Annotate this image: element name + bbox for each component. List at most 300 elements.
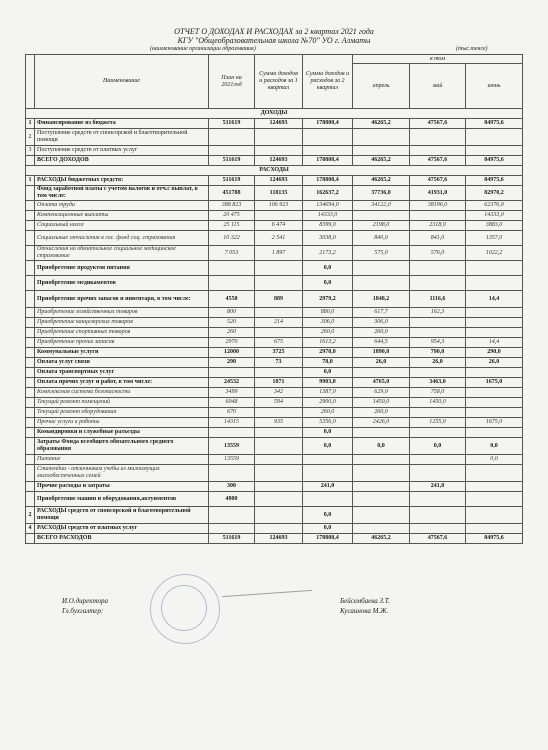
row-number <box>26 338 35 348</box>
row-number <box>26 276 35 291</box>
cell-m1 <box>353 492 410 507</box>
cell-plan: 388 823 <box>209 201 255 211</box>
table-row <box>26 246 523 261</box>
cell-m3: 14,4 <box>466 338 523 348</box>
cell-m3 <box>466 388 523 398</box>
report-title: ОТЧЕТ О ДОХОДАХ И РАСХОДАХ за 2 квартал 2021 года <box>174 27 374 36</box>
row-name: Фонд заработной платы с учетом налогов и отч.с выплат, в том числе: <box>35 186 209 201</box>
row-number <box>26 221 35 231</box>
cell-m3: 84975,6 <box>466 176 523 186</box>
cell-q2: 260,0 <box>303 328 353 338</box>
cell-m2 <box>410 428 466 438</box>
table-row <box>26 211 523 221</box>
cell-m3 <box>466 146 523 156</box>
cell-m3 <box>466 428 523 438</box>
accountant-label: Гл.бухгалтер: <box>62 607 104 615</box>
table-row <box>26 534 523 544</box>
cell-plan: 10 322 <box>209 231 255 246</box>
row-name: Прочие расходы и затраты <box>35 482 209 492</box>
cell-plan <box>209 428 255 438</box>
row-number <box>26 492 35 507</box>
cell-m2 <box>410 455 466 465</box>
row-number <box>26 318 35 328</box>
table-row <box>26 276 523 291</box>
row-name: Компенсационные выплаты <box>35 211 209 221</box>
cell-q1 <box>255 308 303 318</box>
cell-q1 <box>255 428 303 438</box>
cell-q1 <box>255 368 303 378</box>
row-name: Стипендии - отличникам учебы из малоимущих малообеспеченных семей <box>35 465 209 482</box>
row-name: Поступление средств от платных услуг <box>35 146 209 156</box>
cell-q2: 0,0 <box>303 507 353 524</box>
cell-q1 <box>255 261 303 276</box>
units-note: (тыс.тенге) <box>456 46 488 52</box>
row-number <box>26 368 35 378</box>
cell-q1 <box>255 328 303 338</box>
cell-m2 <box>410 524 466 534</box>
cell-q1: 73 <box>255 358 303 368</box>
table-row <box>26 438 523 455</box>
row-name: Коммунальные услуги <box>35 348 209 358</box>
cell-m3: 3883,0 <box>466 221 523 231</box>
cell-q1 <box>255 276 303 291</box>
cell-q2: 178808,4 <box>303 119 353 129</box>
cell-m2: 241,0 <box>410 482 466 492</box>
row-name: Социальные отчисления в гос. фонд соц. страхования <box>35 231 209 246</box>
row-name: Отчисления на обязательное социальное медицинское страхование <box>35 246 209 261</box>
table-row <box>26 524 523 534</box>
row-name: Приобретение хозяйственных товаров <box>35 308 209 318</box>
cell-m3: 0,0 <box>466 455 523 465</box>
row-number <box>26 211 35 221</box>
row-name: Приобретение спортивных товаров <box>35 328 209 338</box>
row-name: ВСЕГО ДОХОДОВ <box>35 156 209 166</box>
cell-m2: 954,3 <box>410 338 466 348</box>
cell-m1 <box>353 428 410 438</box>
cell-m1 <box>353 261 410 276</box>
cell-q2: 0,0 <box>303 524 353 534</box>
cell-q2: 8399,0 <box>303 221 353 231</box>
cell-q1: 118135 <box>255 186 303 201</box>
cell-m1 <box>353 129 410 146</box>
table-row <box>26 348 523 358</box>
cell-q1 <box>255 507 303 524</box>
organization-note: (наименование организации образования) <box>150 46 256 52</box>
cell-plan: 13559 <box>209 438 255 455</box>
cell-m2: 3463,0 <box>410 378 466 388</box>
row-number <box>26 201 35 211</box>
cell-q1: 124693 <box>255 156 303 166</box>
cell-plan <box>209 261 255 276</box>
cell-m3: 26,0 <box>466 358 523 368</box>
cell-m2 <box>410 318 466 328</box>
cell-m1: 37736,0 <box>353 186 410 201</box>
cell-m1: 1890,0 <box>353 348 410 358</box>
cell-q2: 162637,2 <box>303 186 353 201</box>
col-m2-header: май <box>410 64 466 109</box>
cell-plan: 4550 <box>209 291 255 308</box>
cell-plan: 6048 <box>209 398 255 408</box>
cell-m3 <box>466 482 523 492</box>
cell-m1: 644,5 <box>353 338 410 348</box>
col-plan-header: План на 2021год <box>209 55 255 109</box>
cell-m1: 260,0 <box>353 408 410 418</box>
row-name: Финансирование из бюджета <box>35 119 209 129</box>
cell-plan: 670 <box>209 408 255 418</box>
cell-m2 <box>410 276 466 291</box>
cell-q2: 3038,0 <box>303 231 353 246</box>
cell-plan: 451788 <box>209 186 255 201</box>
cell-m2 <box>410 146 466 156</box>
table-row <box>26 358 523 368</box>
cell-q2 <box>303 129 353 146</box>
row-number <box>26 482 35 492</box>
table-row <box>26 482 523 492</box>
table-row <box>26 338 523 348</box>
cell-q2: 0,0 <box>303 428 353 438</box>
cell-q2: 9903,0 <box>303 378 353 388</box>
cell-q1: 342 <box>255 388 303 398</box>
director-label: И.О.директора <box>62 597 108 605</box>
cell-m1 <box>353 482 410 492</box>
cell-m1: 260,0 <box>353 328 410 338</box>
row-number <box>26 438 35 455</box>
cell-m1: 629,0 <box>353 388 410 398</box>
cell-plan: 24532 <box>209 378 255 388</box>
cell-m3 <box>466 524 523 534</box>
table-row <box>26 507 523 524</box>
cell-q2: 0,0 <box>303 368 353 378</box>
row-number: 1 <box>26 119 35 129</box>
row-name: Оплата транспортных услуг <box>35 368 209 378</box>
cell-m2: 162,3 <box>410 308 466 318</box>
row-number <box>26 231 35 246</box>
cell-q1: 106 923 <box>255 201 303 211</box>
row-number <box>26 308 35 318</box>
section-title-expenses: РАСХОДЫ <box>26 166 523 176</box>
table-row <box>26 408 523 418</box>
table-row <box>26 146 523 156</box>
row-number <box>26 156 35 166</box>
cell-q1: 3725 <box>255 348 303 358</box>
cell-q1 <box>255 146 303 156</box>
col-m3-header: июнь <box>466 64 523 109</box>
cell-m1: 4765,0 <box>353 378 410 388</box>
cell-plan: 3499 <box>209 388 255 398</box>
cell-q2: 260,0 <box>303 408 353 418</box>
cell-q2: 178808,4 <box>303 534 353 544</box>
cell-m1: 0,0 <box>353 438 410 455</box>
cell-m3: 84975,6 <box>466 534 523 544</box>
table-row <box>26 129 523 146</box>
row-name: Поступление средств от спонсорской и благотворительной помощи <box>35 129 209 146</box>
cell-plan: 4800 <box>209 492 255 507</box>
cell-m2 <box>410 408 466 418</box>
cell-plan <box>209 507 255 524</box>
row-number <box>26 465 35 482</box>
row-name: Приобретение продуктов питания <box>35 261 209 276</box>
table-row <box>26 318 523 328</box>
row-name: Приобретение машин и оборудования,актуиментов <box>35 492 209 507</box>
cell-plan <box>209 276 255 291</box>
cell-m1: 46265,2 <box>353 119 410 129</box>
cell-m1: 2426,0 <box>353 418 410 428</box>
cell-q2: 14333,0 <box>303 211 353 221</box>
row-number <box>26 388 35 398</box>
table-row <box>26 428 523 438</box>
cell-m1 <box>353 276 410 291</box>
cell-plan <box>209 129 255 146</box>
row-number <box>26 261 35 276</box>
row-name: Оплата услуг связи <box>35 358 209 368</box>
cell-m1 <box>353 465 410 482</box>
row-name: Текущий ремонт оборудования <box>35 408 209 418</box>
cell-m2 <box>410 328 466 338</box>
cell-m2: 47567,6 <box>410 156 466 166</box>
row-number <box>26 408 35 418</box>
cell-q1 <box>255 129 303 146</box>
cell-plan: 511619 <box>209 156 255 166</box>
cell-m1: 46265,2 <box>353 176 410 186</box>
cell-plan: 7 053 <box>209 246 255 261</box>
cell-plan: 290 <box>209 358 255 368</box>
cell-q2: 0,0 <box>303 276 353 291</box>
row-number: 4 <box>26 524 35 534</box>
cell-m3: 290,0 <box>466 348 523 358</box>
cell-m2: 576,0 <box>410 246 466 261</box>
cell-m1: 46265,2 <box>353 156 410 166</box>
cell-q2 <box>303 492 353 507</box>
cell-q2: 306,0 <box>303 318 353 328</box>
table-row <box>26 261 523 276</box>
cell-m3: 1675,0 <box>466 378 523 388</box>
director-name: Бейсембаева З.Т. <box>340 597 390 605</box>
cell-plan <box>209 524 255 534</box>
cell-plan: 800 <box>209 308 255 318</box>
cell-plan: 13559 <box>209 455 255 465</box>
organization-name: КГУ "Общеобразовательная школа №70" УО г. Алматы <box>177 36 371 45</box>
row-number <box>26 348 35 358</box>
cell-m3 <box>466 308 523 318</box>
cell-q1: 675 <box>255 338 303 348</box>
cell-m1: 46265,2 <box>353 534 410 544</box>
table-row <box>26 328 523 338</box>
cell-m2 <box>410 211 466 221</box>
row-number <box>26 428 35 438</box>
col-name-header: Наименование <box>35 55 209 109</box>
cell-m2 <box>410 507 466 524</box>
cell-m3: 14,4 <box>466 291 523 308</box>
cell-q1: 124693 <box>255 176 303 186</box>
cell-m1: 575,0 <box>353 246 410 261</box>
row-number: 2 <box>26 129 35 146</box>
cell-m3: 82970,2 <box>466 186 523 201</box>
cell-plan: 511619 <box>209 534 255 544</box>
cell-q1: 6 474 <box>255 221 303 231</box>
cell-q2: 2900,0 <box>303 398 353 408</box>
cell-m1 <box>353 524 410 534</box>
cell-q1: 124693 <box>255 534 303 544</box>
cell-m2: 26,0 <box>410 358 466 368</box>
cell-plan: 511619 <box>209 119 255 129</box>
cell-plan: 2970 <box>209 338 255 348</box>
cell-q1: 1871 <box>255 378 303 388</box>
cell-q1 <box>255 455 303 465</box>
row-name: Командировки и служебные разъезды <box>35 428 209 438</box>
row-number <box>26 358 35 368</box>
cell-m3 <box>466 318 523 328</box>
row-name: Затраты Фонда всеобщего обязательного среднего образования <box>35 438 209 455</box>
cell-q2: 134694,0 <box>303 201 353 211</box>
cell-plan: 260 <box>209 328 255 338</box>
table-row <box>26 455 523 465</box>
cell-m2: 1255,0 <box>410 418 466 428</box>
cell-m3 <box>466 328 523 338</box>
cell-plan <box>209 146 255 156</box>
cell-q1: 214 <box>255 318 303 328</box>
cell-m3 <box>466 129 523 146</box>
cell-plan: 511619 <box>209 176 255 186</box>
cell-m1: 840,0 <box>353 231 410 246</box>
cell-m1 <box>353 146 410 156</box>
col-month-group-header: в том <box>353 55 523 64</box>
cell-m1: 34122,0 <box>353 201 410 211</box>
cell-q1 <box>255 524 303 534</box>
cell-q2 <box>303 455 353 465</box>
cell-m3: 84975,6 <box>466 156 523 166</box>
cell-plan <box>209 368 255 378</box>
cell-m3: 84975,6 <box>466 119 523 129</box>
cell-q1 <box>255 482 303 492</box>
cell-q1: 1 897 <box>255 246 303 261</box>
row-name: Оплата прочих услуг и работ, в том числе: <box>35 378 209 388</box>
cell-plan: 300 <box>209 482 255 492</box>
cell-q2: 880,0 <box>303 308 353 318</box>
cell-m2 <box>410 368 466 378</box>
cell-m2: 1450,0 <box>410 398 466 408</box>
row-number <box>26 291 35 308</box>
cell-q1: 2 541 <box>255 231 303 246</box>
col-q2-header: Сумма доходов и расходов за 2 квартал <box>303 55 353 109</box>
row-number <box>26 378 35 388</box>
cell-q1 <box>255 211 303 221</box>
table-row <box>26 492 523 507</box>
cell-m3 <box>466 276 523 291</box>
row-name: РАСХОДЫ бюджетных средств: <box>35 176 209 186</box>
table-row <box>26 201 523 211</box>
cell-m2: 0,0 <box>410 438 466 455</box>
row-name: Питание <box>35 455 209 465</box>
cell-m3: 1675,0 <box>466 418 523 428</box>
official-stamp <box>150 574 220 644</box>
cell-q2: 178808,4 <box>303 156 353 166</box>
cell-plan: 20 475 <box>209 211 255 221</box>
cell-m2: 2318,0 <box>410 221 466 231</box>
cell-m2: 1116,6 <box>410 291 466 308</box>
cell-q2: 1387,0 <box>303 388 353 398</box>
cell-m2: 758,0 <box>410 388 466 398</box>
section-title-income: ДОХОДЫ <box>26 109 523 119</box>
table-row <box>26 186 523 201</box>
table-row <box>26 378 523 388</box>
section-row-expenses <box>26 166 523 176</box>
cell-m2: 47567,6 <box>410 534 466 544</box>
row-name: Оплата труда <box>35 201 209 211</box>
cell-m1: 1848,2 <box>353 291 410 308</box>
table-header-top <box>26 55 523 64</box>
cell-m3 <box>466 492 523 507</box>
row-number <box>26 398 35 408</box>
cell-plan: 14315 <box>209 418 255 428</box>
row-number <box>26 455 35 465</box>
cell-m2: 41931,0 <box>410 186 466 201</box>
row-name: ВСЕГО РАСХОДОВ <box>35 534 209 544</box>
row-number <box>26 418 35 428</box>
cell-q2: 241,0 <box>303 482 353 492</box>
cell-q1 <box>255 492 303 507</box>
cell-m2 <box>410 492 466 507</box>
table-row <box>26 418 523 428</box>
cell-q2: 2970,0 <box>303 348 353 358</box>
cell-q2: 178808,4 <box>303 176 353 186</box>
cell-q2: 78,0 <box>303 358 353 368</box>
cell-m3: 62376,0 <box>466 201 523 211</box>
cell-q1: 124693 <box>255 119 303 129</box>
cell-m3: 1022,2 <box>466 246 523 261</box>
cell-m2: 47567,6 <box>410 119 466 129</box>
row-number <box>26 534 35 544</box>
cell-m1 <box>353 507 410 524</box>
row-number: 3 <box>26 146 35 156</box>
row-name: Приобретение канцелярских товаров <box>35 318 209 328</box>
report-table <box>25 54 523 544</box>
table-row <box>26 465 523 482</box>
table-row <box>26 119 523 129</box>
cell-m3: 0,0 <box>466 438 523 455</box>
table-row <box>26 221 523 231</box>
cell-q2: 0,0 <box>303 261 353 276</box>
cell-m1 <box>353 455 410 465</box>
cell-q2: 5356,0 <box>303 418 353 428</box>
accountant-name: Кусаинова М.Ж. <box>340 607 389 615</box>
cell-q2: 2979,2 <box>303 291 353 308</box>
cell-q1 <box>255 408 303 418</box>
cell-q1 <box>255 438 303 455</box>
table-row <box>26 308 523 318</box>
col-num-header <box>26 55 35 109</box>
director-signature <box>222 590 312 597</box>
col-m1-header: апрель <box>353 64 410 109</box>
row-name: РАСХОДЫ средств от спонсорской и благотворительной помощи <box>35 507 209 524</box>
cell-m2: 38196,0 <box>410 201 466 211</box>
cell-m3 <box>466 368 523 378</box>
cell-q2 <box>303 465 353 482</box>
cell-m2: 841,0 <box>410 231 466 246</box>
section-row-income <box>26 109 523 119</box>
row-number <box>26 186 35 201</box>
cell-q1: 935 <box>255 418 303 428</box>
cell-m1: 2198,0 <box>353 221 410 231</box>
cell-m2 <box>410 261 466 276</box>
table-row <box>26 388 523 398</box>
row-name: Приобретение медикаментов <box>35 276 209 291</box>
cell-plan: 520 <box>209 318 255 328</box>
row-number <box>26 328 35 338</box>
cell-q2: 2173,2 <box>303 246 353 261</box>
cell-m1: 1450,0 <box>353 398 410 408</box>
cell-m1: 26,0 <box>353 358 410 368</box>
row-name: РАСХОДЫ средств от платных услуг <box>35 524 209 534</box>
